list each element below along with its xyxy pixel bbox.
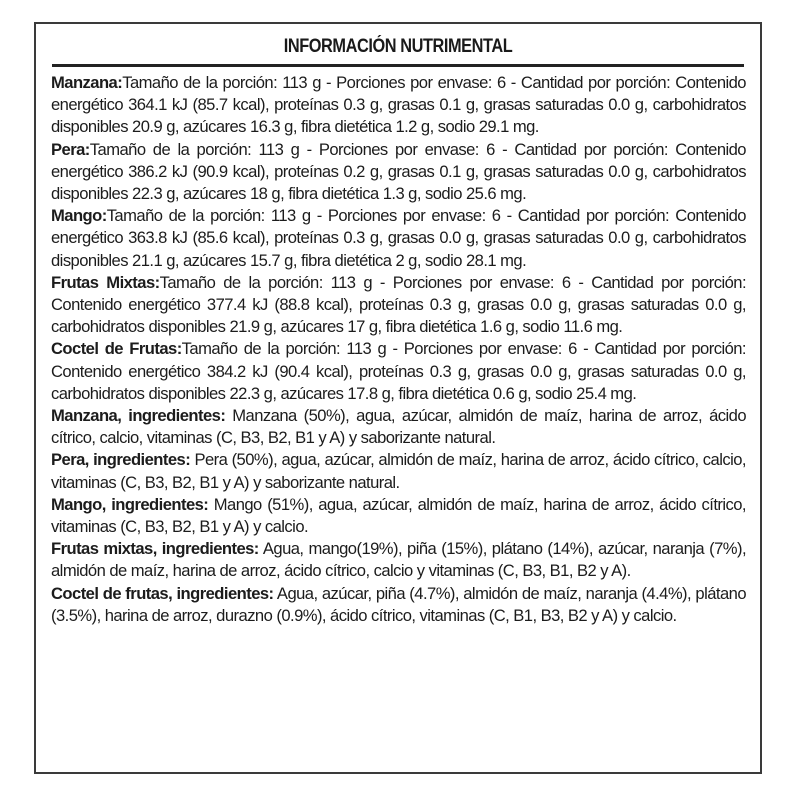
product-name: Manzana: (51, 73, 123, 92)
ingredients-text: Manzana (50%), agua, azúcar, almidón de maíz, harina de arroz, ácido cítrico, calcio, vitaminas (C, B3, B2, B1 y A) y saborizante natural. (51, 406, 746, 448)
nutrition-text: Tamaño de la porción: 113 g - Porciones por envase: 6 - Cantidad por porción: Contenido energético 384.2 kJ (90.4 kcal), proteínas 0.3 g, grasas 0.0 g, grasas saturadas 0.0 g, carbohidratos disponibles 22.3 g, azúcares 17.8 g, fibra dietética 0.6 g, sodio 25.4 mg. (51, 339, 746, 403)
title-divider (52, 64, 744, 67)
nutrition-text: Tamaño de la porción: 113 g - Porciones por envase: 6 - Cantidad por porción: Contenido energético 364.1 kJ (85.7 kcal), proteínas 0.3 g, grasas 0.1 g, grasas saturadas 0.0 g, carbohidratos disponibles 20.9 g, azúcares 16.3 g, fibra dietética 1.2 g, sodio 29.1 mg. (51, 73, 746, 137)
nutrition-text: Tamaño de la porción: 113 g - Porciones por envase: 6 - Cantidad por porción: Contenido energético 386.2 kJ (90.9 kcal), proteínas 0.2 g, grasas 0.1 g, grasas saturadas 0.0 g, carbohidratos disponibles 22.3 g, azúcares 18 g, fibra dietética 1.3 g, sodio 25.6 mg. (51, 139, 746, 204)
label-title: INFORMACIÓN NUTRIMENTAL (283, 36, 513, 57)
label-content (51, 72, 746, 627)
product-name: Pera: (51, 139, 90, 159)
ingredients-entry-coctel-de-frutas (51, 583, 746, 627)
ingredients-heading: Manzana, ingredientes: (51, 406, 226, 426)
ingredients-entry-manzana (51, 405, 746, 449)
product-name: Coctel de Frutas: (51, 339, 182, 359)
ingredients-heading: Mango, ingredientes: (51, 494, 209, 514)
nutrition-entry-mango (51, 205, 746, 272)
product-name: Mango: (51, 206, 107, 226)
ingredients-heading: Pera, ingredientes: (51, 450, 191, 470)
ingredients-text: Agua, mango(19%), piña (15%), plátano (14%), azúcar, naranja (7%), almidón de maíz, harina de arroz, ácido cítrico, calcio y vitaminas (C, B3, B1, B2 y A). (51, 539, 746, 581)
nutrition-entry-coctel-de-frutas (51, 338, 746, 405)
ingredients-entry-pera (51, 449, 746, 493)
nutrition-label-box (34, 22, 762, 774)
ingredients-text: Mango (51%), agua, azúcar, almidón de maíz, harina de arroz, ácido cítrico, vitaminas (C, B3, B2, B1 y A) y calcio. (51, 494, 746, 537)
ingredients-heading: Coctel de frutas, ingredientes: (51, 583, 274, 603)
ingredients-entry-frutas-mixtas (51, 538, 746, 582)
nutrition-text: Tamaño de la porción: 113 g - Porciones por envase: 6 - Cantidad por porción: Contenido energético 363.8 kJ (85.6 kcal), proteínas 0.3 g, grasas 0.0 g, grasas saturadas 0.0 g, carbohidratos disponibles 21.1 g, azúcares 15.7 g, fibra dietética 2 g, sodio 28.1 mg. (51, 206, 746, 270)
ingredients-text: Pera (50%), agua, azúcar, almidón de maíz, harina de arroz, ácido cítrico, calcio, vitaminas (C, B3, B2, B1 y A) y saborizante natural. (51, 450, 746, 492)
ingredients-entry-mango (51, 494, 746, 538)
product-name: Frutas Mixtas: (51, 272, 160, 292)
ingredients-text: Agua, azúcar, piña (4.7%), almidón de maíz, naranja (4.4%), plátano (3.5%), harina de arroz, durazno (0.9%), ácido cítrico, vitaminas (C, B1, B3, B2 y A) y calcio. (51, 583, 746, 625)
ingredients-heading: Frutas mixtas, ingredientes: (51, 539, 259, 559)
nutrition-entry-frutas-mixtas (51, 272, 746, 339)
nutrition-text: Tamaño de la porción: 113 g - Porciones por envase: 6 - Cantidad por porción: Contenido energético 377.4 kJ (88.8 kcal), proteínas 0.3 g, grasas 0.0 g, grasas saturadas 0.0 g, carbohidratos disponibles 21.9 g, azúcares 17 g, fibra dietética 1.6 g, sodio 11.6 mg. (51, 272, 747, 337)
nutrition-entry-pera (51, 139, 746, 206)
nutrition-entry-manzana (51, 72, 746, 139)
